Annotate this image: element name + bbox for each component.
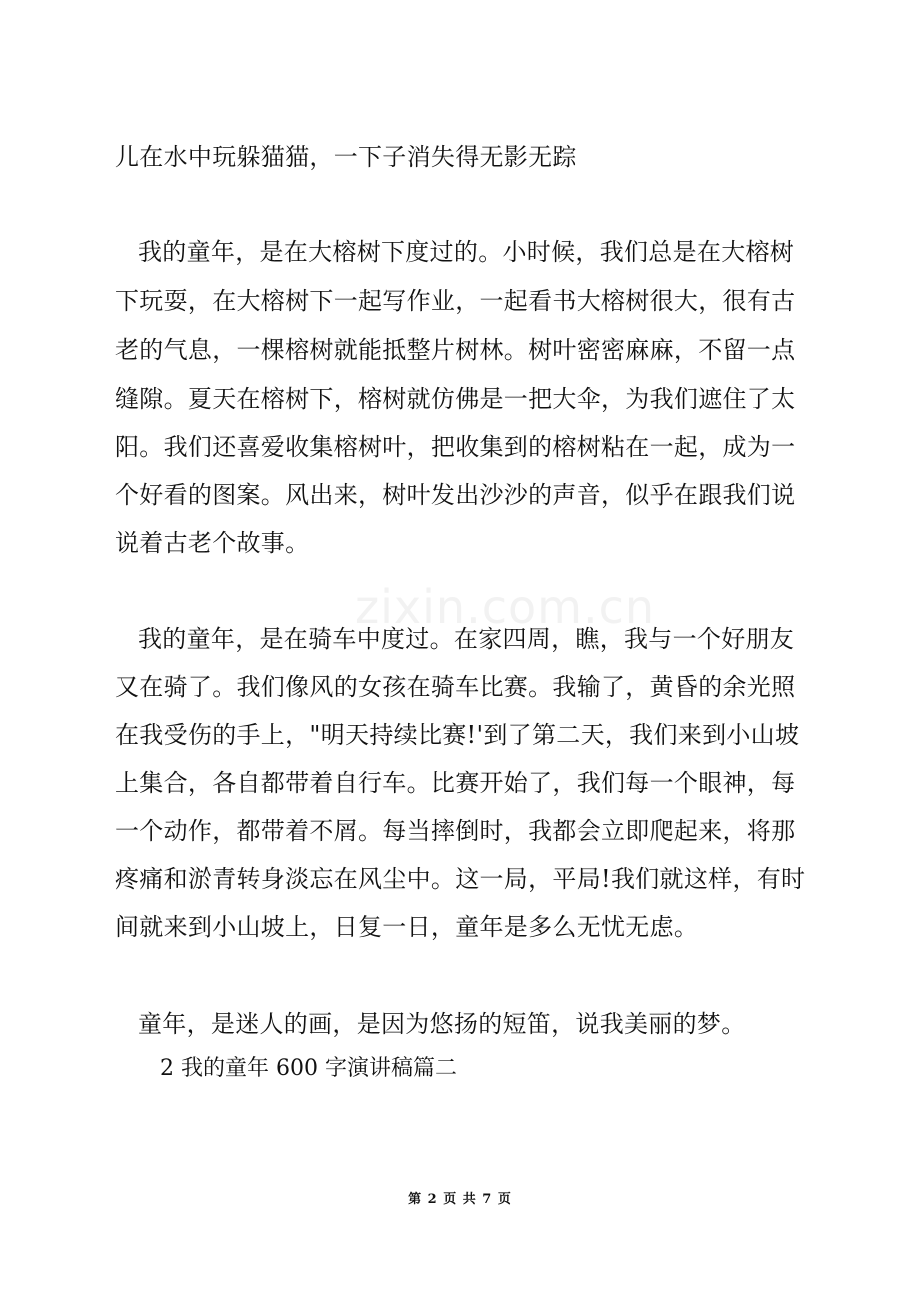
text-line-13: 一个动作，都带着不屑。每当摔倒时，我都会立即爬起来，将那 <box>115 817 796 845</box>
text-line-3: 下玩耍，在大榕树下一起写作业，一起看书大榕树很大，很有古 <box>115 287 796 315</box>
text-line-10: 又在骑了。我们像风的女孩在骑车比赛。我输了，黄昏的余光照 <box>115 673 796 701</box>
section-heading: 2 我的童年 600 字演讲稿篇二 <box>160 1056 457 1081</box>
text-line-5: 缝隙。夏天在榕树下，榕树就仿佛是一把大伞，为我们遮住了太 <box>115 385 796 413</box>
text-line-15: 间就来到小山坡上，日复一日，童年是多么无忧无虑。 <box>115 913 699 941</box>
text-line-9: 我的童年，是在骑车中度过。在家四周，瞧，我与一个好朋友 <box>138 625 795 653</box>
text-line-7: 个好看的图案。风出来，树叶发出沙沙的声音，似乎在跟我们说 <box>115 481 796 509</box>
text-line-1: 儿在水中玩躲猫猫，一下子消失得无影无踪 <box>115 143 577 171</box>
text-line-14: 疼痛和淤青转身淡忘在风尘中。这一局，平局!我们就这样，有时 <box>115 865 806 893</box>
page-footer: 第 2 页 共 7 页 <box>408 1192 512 1207</box>
text-line-8: 说着古老个故事。 <box>115 529 310 557</box>
text-line-11: 在我受伤的手上，"明天持续比赛!'到了第二天，我们来到小山坡 <box>115 721 800 749</box>
watermark-text: zixin.com.cn <box>355 580 656 634</box>
text-line-12: 上集合，各自都带着自行车。比赛开始了，我们每一个眼神，每 <box>115 769 796 797</box>
text-line-6: 阳。我们还喜爱收集榕树叶，把收集到的榕树粘在一起，成为一 <box>115 433 796 461</box>
text-line-2: 我的童年，是在大榕树下度过的。小时候，我们总是在大榕树 <box>138 238 795 266</box>
text-line-16: 童年，是迷人的画，是因为悠扬的短笛，说我美丽的梦。 <box>138 1010 746 1038</box>
text-line-4: 老的气息，一棵榕树就能抵整片树林。树叶密密麻麻，不留一点 <box>115 336 796 364</box>
